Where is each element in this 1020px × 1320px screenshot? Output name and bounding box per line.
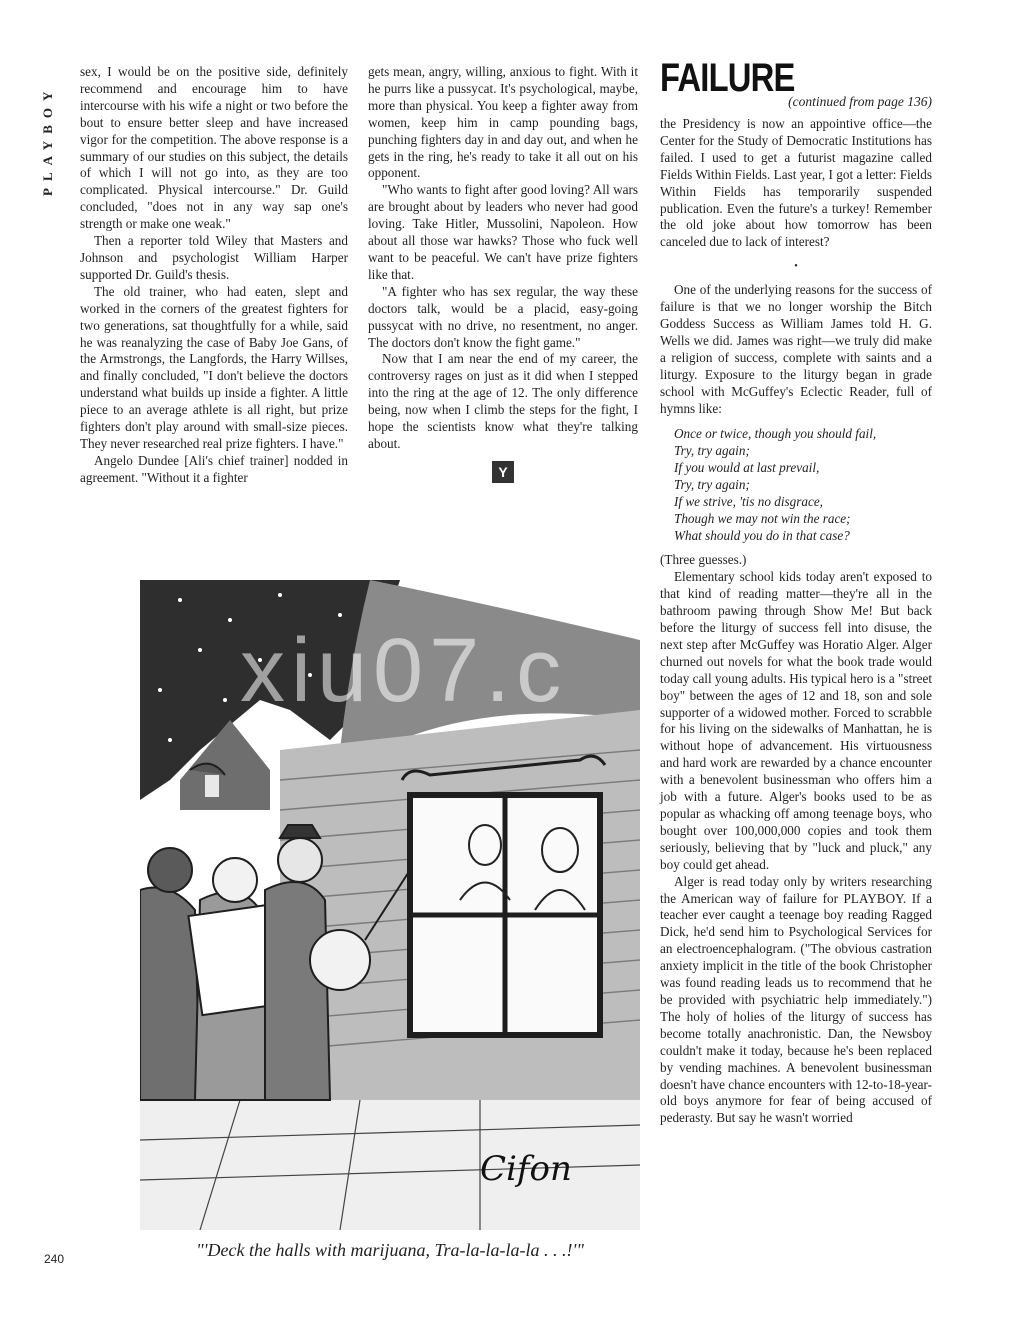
paragraph: the Presidency is now an appointive office—the Center for the Study of Democratic Institutions has failed. I used to get a futurist magazine called Fields Within Fields. Last year, I got a letter: Fields Within Fields has temporarily suspended publication. Even the future's a turkey! Remember the old joke about how tomorrow has been canceled due to lack of interest? (660, 116, 932, 250)
column-2 (368, 64, 638, 483)
paragraph: Angelo Dundee [Ali's chief trainer] nodded in agreement. "Without it a fighter (80, 452, 348, 485)
section-separator: • (794, 261, 798, 273)
poem (674, 425, 932, 544)
paragraph: The old trainer, who had eaten, slept and worked in the corners of the greatest fighters for two generations, sat thoughtfully for a while, said he was reanalyzing the case of Baby Joe Gans, of the Armstrongs, the Langfords, the Harry Willses, and finally concluded, "I don't believe the doctors understand what builds up inside a fighter. A little piece to an average athlete is all right, but prize fighters don't play around with small-size pieces. They never researched real prize fighters. I have." (80, 283, 348, 451)
article-title: FAILURE (660, 56, 795, 100)
end-mark-icon: Y (492, 461, 514, 483)
watermark: xiu07.c (240, 621, 568, 720)
poem-line: Though we may not win the race; (674, 511, 851, 527)
continued-note: (continued from page 136) (788, 94, 932, 109)
page-number: 240 (44, 1252, 65, 1266)
paragraph: (Three guesses.) (660, 552, 747, 568)
paragraph: Alger is read today only by writers researching the American way of failure for PLAYBOY. If a teacher ever caught a teenage boy reading Ragged Dick, he'd send him to Psychological Services for an electroencephalogram. ("The obvious castration anxiety implicit in the title of the book Christopher was found reading leads us to recommend that he be provided with psychiatric help immediately.") The holy of holies of the liturgy of success has become totally anachronistic. Dan, the Newsboy couldn't make it today, because he's been replaced by vending machines. A benevolent businessman doesn't have chance encounters with 12-to-18-year-old boys anymore for fear of being accused of pederasty. But say he wasn't worried (660, 873, 932, 1126)
paragraph: Now that I am near the end of my career, the controversy rages on just as it did when I stepped into the ring at the age of 12. The only difference being, now when I climb the steps for the fight, I hope the scientists know what they're talking about. (368, 351, 638, 451)
column-1 (80, 64, 348, 487)
paragraph: One of the underlying reasons for the success of failure is that we no longer worship the Bitch Goddess Success as William James told H. G. Wells we did. James was right—we truly did make a religion of success, complete with saints and a liturgy. Exposure to the liturgy began in grade school with McGuffey's Eclectic Reader, full of hymns like: (660, 282, 932, 416)
poem-line: What should you do in that case? (674, 528, 850, 544)
paragraph: sex, I would be on the positive side, definitely recommend and encourage him to have intercourse with his wife a night or two before the bout to ensure better sleep and have increased vigor for the competition. The above response is a summary of our studies on this subject, the details of which I will not go into, as they are too complicated. Physical intercourse." Dr. Guild concluded, "does not in any way sap one's strength or make one weak." (80, 64, 348, 232)
paragraph: "A fighter who has sex regular, the way these doctors talk, would be a placid, easy-going pussycat with no drive, no resentment, no anger. The doctors don't know the fight game." (368, 283, 638, 350)
paragraph: "Who wants to fight after good loving? All wars are brought about by leaders who never had good loving. Take Hitler, Mussolini, Napoleon. How about all those war hawks? Those who fuck well want to be peaceful. We can't have prize fighters like that. (368, 182, 638, 282)
poem-line: If we strive, 'tis no disgrace, (674, 494, 823, 510)
artist-signature: Cifon (480, 1149, 572, 1189)
masthead: PLAYBOY (40, 84, 55, 196)
paragraph: Elementary school kids today aren't exposed to that kind of reading matter—they're all in the bathroom pawing through Show Me! But back before the liturgy of success fell into disuse, the next step after McGuffey was Horatio Alger. Alger churned out novels for what the book trade would today call young adults. His typical hero is a "street boy" between the ages of 12 and 18, son and sole supporter of a widowed mother. Forced to scrabble for his living on the sidewalks of Manhattan, he is without hope of advancement. His virtuousness and hard work are rewarded by a chance encounter with a benevolent businessman who offers him a job with a future. Alger's books used to be as popular as whacking off among teenage boys, who bought over 100,000,000 copies and took them seriously, believing that by "luck and pluck," any boy could get ahead. (660, 569, 932, 872)
column-3 (660, 116, 932, 1127)
paragraph: Then a reporter told Wiley that Masters and Johnson and psychologist William Harper supported Dr. Guild's thesis. (80, 233, 348, 282)
poem-line: Try, try again; (674, 443, 750, 459)
paragraph: gets mean, angry, willing, anxious to fight. With it he purrs like a pussycat. It's psychological, maybe, more than physical. You keep a fighter away from women, keep him in camp pounding bags, punching fighters day in and day out, and when he gets in the ring, he's ready to take it all out on his opponent. (368, 64, 638, 181)
poem-line: Once or twice, though you should fail, (674, 426, 877, 442)
poem-line: If you would at last prevail, (674, 460, 820, 476)
poem-line: Try, try again; (674, 477, 750, 493)
cartoon-caption: "'Deck the halls with marijuana, Tra-la-la-la-la . . .!'" (196, 1240, 584, 1260)
